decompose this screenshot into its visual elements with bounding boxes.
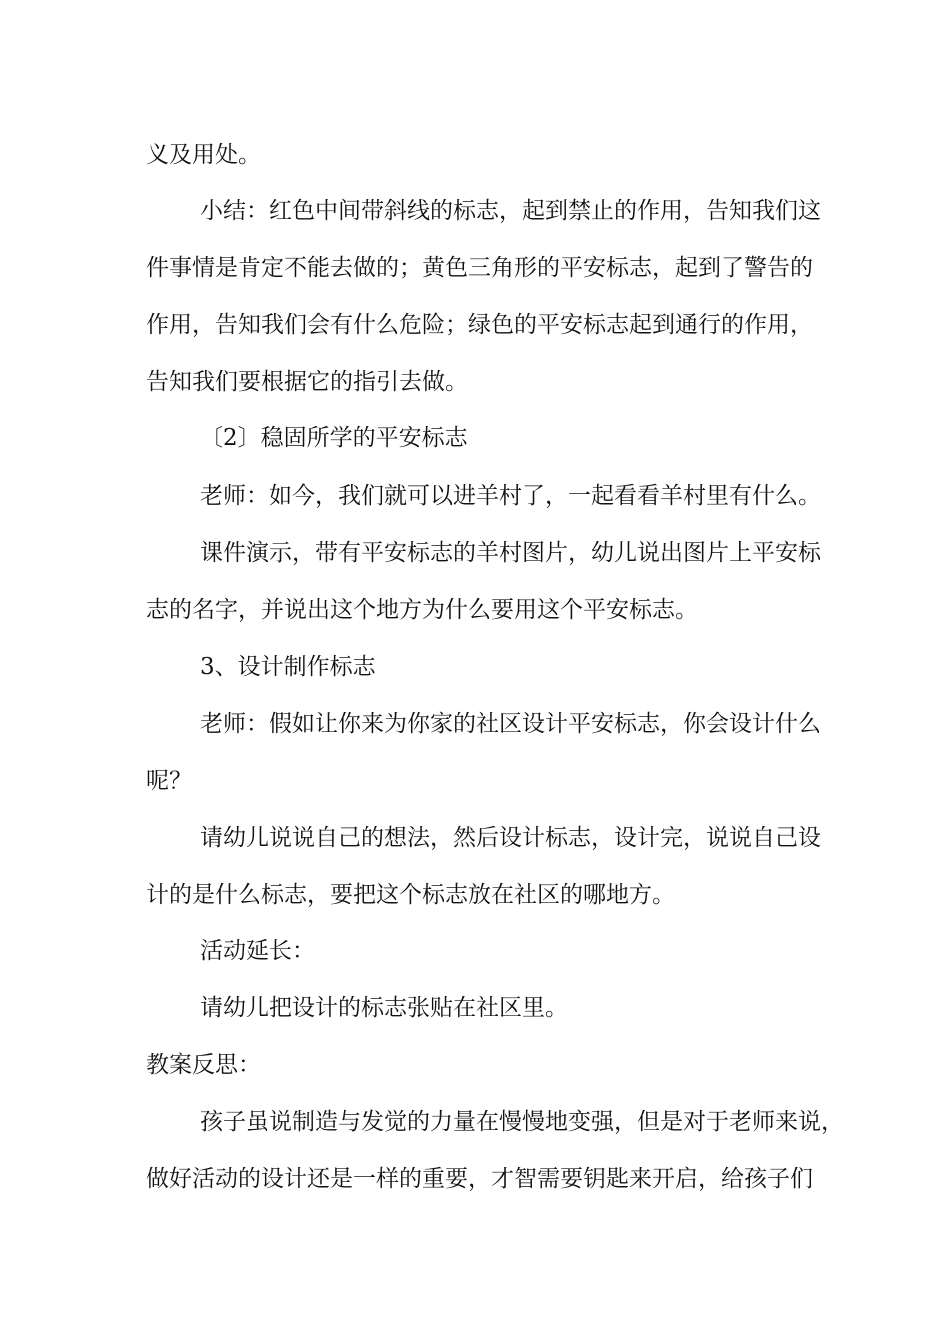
text-line: 请幼儿说说自己的想法，然后设计标志，设计完，说说自己设: [200, 825, 821, 851]
text-line: 呢？: [146, 768, 192, 794]
text-line: 孩子虽说制造与发觉的力量在慢慢地变强，但是对于老师来说，: [200, 1109, 844, 1135]
text-line: 做好活动的设计还是一样的重要，才智需要钥匙来开启，给孩子们: [146, 1166, 813, 1192]
text-line: 小结：红色中间带斜线的标志，起到禁止的作用，告知我们这: [200, 198, 821, 224]
text-line: 作用，告知我们会有什么危险；绿色的平安标志起到通行的作用，: [146, 312, 813, 338]
section-heading: 〔2〕稳固所学的平安标志: [200, 425, 468, 451]
text-line: 志的名字，并说出这个地方为什么要用这个平安标志。: [146, 597, 698, 623]
text-line: 老师：如今，我们就可以进羊村了，一起看看羊村里有什么。: [200, 483, 821, 509]
text-line: 件事情是肯定不能去做的；黄色三角形的平安标志，起到了警告的: [146, 255, 813, 281]
text-line: 计的是什么标志，要把这个标志放在社区的哪地方。: [146, 882, 675, 908]
section-heading: 活动延长：: [200, 938, 315, 964]
text-line: 老师：假如让你来为你家的社区设计平安标志，你会设计什么: [200, 711, 821, 737]
text-line: 请幼儿把设计的标志张贴在社区里。: [200, 995, 568, 1021]
text-line: 告知我们要根据它的指引去做。: [146, 369, 468, 395]
section-heading: 教案反思：: [146, 1052, 261, 1078]
text-line: 课件演示，带有平安标志的羊村图片，幼儿说出图片上平安标: [200, 540, 821, 566]
section-heading: 3、设计制作标志: [200, 654, 376, 680]
text-line: 义及用处。: [146, 142, 261, 168]
